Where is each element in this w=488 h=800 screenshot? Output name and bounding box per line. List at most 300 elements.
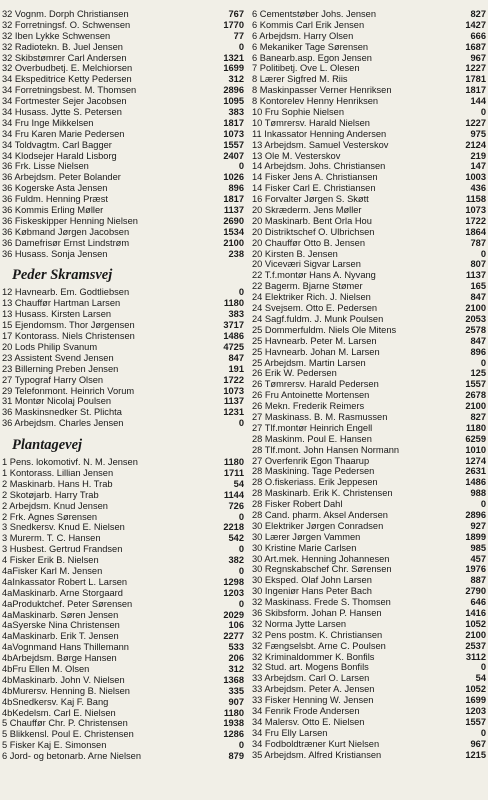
directory-entry (252, 684, 486, 695)
entry-name: 26 Erik W. Pedersen (252, 368, 337, 379)
entry-name: 4bMaskinarb. John V. Nielsen (2, 674, 125, 685)
directory-entry (2, 53, 244, 64)
entry-amount: 335 (228, 685, 244, 696)
entry-amount: 1158 (465, 194, 486, 205)
entry-name: 5 Blikkensl. Poul E. Christensen (2, 729, 134, 740)
entry-name: 24 Elektriker Rich. J. Nielsen (252, 292, 371, 303)
directory-entry (2, 407, 244, 418)
entry-name: 23 Assistent Svend Jensen (2, 352, 114, 363)
entry-name: 20 Viceværi Sigvar Larsen (252, 259, 361, 270)
entry-name: 36 Frk. Lisse Nielsen (2, 161, 89, 172)
directory-entry (252, 750, 486, 761)
entry-amount: 1699 (223, 63, 244, 74)
directory-entry (2, 642, 244, 653)
entry-amount: 967 (470, 738, 486, 749)
directory-entry (252, 118, 486, 129)
entry-amount: 2678 (465, 390, 486, 401)
directory-entry (252, 161, 486, 172)
entry-amount: 847 (228, 352, 244, 363)
entry-amount: 2100 (465, 629, 486, 640)
entry-amount: 383 (228, 107, 244, 118)
entry-amount: 1722 (465, 215, 486, 226)
entry-name: 32 Forretningsf. O. Schwensen (2, 19, 131, 30)
entry-amount: 206 (228, 653, 244, 664)
entry-amount: 2029 (223, 609, 244, 620)
directory-entry (252, 445, 486, 456)
directory-entry (2, 708, 244, 719)
entry-amount: 1137 (465, 270, 486, 281)
entry-amount: 1534 (223, 226, 244, 237)
entry-amount: 0 (480, 727, 486, 738)
entry-name: 4bMurersv. Henning B. Nielsen (2, 685, 130, 696)
entry-name: 4bArbejdsm. Børge Hansen (2, 653, 117, 664)
entry-name: 36 Husass. Sonja Jensen (2, 248, 108, 259)
entry-amount: 1899 (465, 531, 486, 542)
entry-name: 4aMaskinarb. Arne Storgaard (2, 587, 123, 598)
directory-entry (252, 368, 486, 379)
entry-amount: 1817 (465, 85, 486, 96)
directory-entry (252, 20, 486, 31)
directory-entry (252, 608, 486, 619)
directory-entry (2, 205, 244, 216)
entry-amount: 1864 (465, 226, 486, 237)
entry-amount: 767 (228, 9, 244, 19)
entry-name: 36 Købmand Jørgen Jacobsen (2, 226, 130, 237)
directory-entry (2, 468, 244, 479)
entry-name: 34 Fenrik Frode Andersen (252, 706, 360, 716)
entry-amount: 985 (470, 542, 486, 553)
entry-name: 6 Banearb.asp. Egon Jensen (252, 52, 372, 63)
entry-name: 7 Politibetj. Ove L. Olesen (252, 63, 360, 74)
entry-name: 28 Maskinm. Poul E. Hansen (252, 433, 372, 444)
directory-entry (2, 544, 244, 555)
entry-name: 5 Fisker Kaj E. Simonsen (2, 740, 107, 751)
directory-entry (2, 342, 244, 353)
directory-entry (252, 554, 486, 565)
directory-entry (252, 586, 486, 597)
entry-amount: 125 (470, 368, 486, 379)
directory-entry (252, 662, 486, 673)
entry-amount: 1976 (465, 564, 486, 575)
entry-name: 8 Maskinpasser Verner Henriksen (252, 85, 392, 96)
directory-entry (2, 512, 244, 523)
directory-entry (252, 673, 486, 684)
entry-amount: 0 (480, 499, 486, 510)
entry-name: 4aMaskinarb. Erik T. Jensen (2, 631, 119, 642)
entry-name: 30 Lærer Jørgen Vammen (252, 531, 361, 542)
entry-name: 6 Cementstøber Johs. Jensen (252, 9, 377, 19)
directory-entry (252, 466, 486, 477)
entry-name: 4bSnedkersv. Kaj F. Bang (2, 696, 109, 707)
directory-entry (2, 740, 244, 751)
directory-entry (252, 63, 486, 74)
entry-name: 6 Jord- og betonarb. Arne Nielsen (2, 751, 142, 762)
entry-name: 4bFru Ellen M. Olsen (2, 663, 90, 674)
directory-entry (252, 194, 486, 205)
directory-entry (252, 53, 486, 64)
entry-name: 25 Havnearb. Johan M. Larsen (252, 346, 380, 357)
entry-amount: 312 (228, 74, 244, 85)
entry-amount: 54 (233, 478, 244, 489)
entry-name: 1 Pens. lokomotivf. N. M. Jensen (2, 457, 138, 468)
entry-name: 13 Ole M. Vesterskov (252, 150, 341, 161)
entry-amount: 4725 (223, 341, 244, 352)
entry-amount: 2537 (465, 640, 486, 651)
entry-amount: 988 (470, 488, 486, 499)
entry-name: 26 Mekn. Frederik Reimers (252, 401, 365, 412)
entry-amount: 165 (470, 281, 486, 292)
entry-amount: 1137 (223, 396, 244, 407)
entry-name: 30 Regnskabschef Chr. Sørensen (252, 564, 392, 575)
left-column (2, 9, 244, 762)
directory-entry (2, 490, 244, 501)
entry-amount: 1770 (223, 19, 244, 30)
directory-entry (252, 379, 486, 390)
entry-amount: 887 (470, 575, 486, 586)
entry-name: 30 Ingeniør Hans Peter Bach (252, 586, 372, 597)
entry-amount: 1557 (465, 716, 486, 727)
entry-name: 3 Murerm. T. C. Hansen (2, 533, 101, 544)
entry-amount: 827 (470, 411, 486, 422)
directory-entry (2, 74, 244, 85)
entry-name: 14 Fisker Jens A. Christiansen (252, 172, 378, 183)
entry-amount: 646 (470, 597, 486, 608)
directory-entry (252, 303, 486, 314)
entry-amount: 6259 (465, 433, 486, 444)
entry-amount: 847 (470, 292, 486, 303)
entry-amount: 0 (238, 598, 244, 609)
entry-amount: 3112 (465, 651, 486, 662)
entry-name: 32 Radiotekn. B. Juel Jensen (2, 41, 123, 52)
entry-amount: 1073 (223, 385, 244, 396)
entry-amount: 238 (228, 248, 244, 259)
directory-entry (2, 375, 244, 386)
entry-name: 36 Maskinsnedker St. Plichta (2, 407, 122, 418)
entry-name: 2 Maskinarb. Hans H. Trab (2, 478, 113, 489)
entry-amount: 1095 (223, 96, 244, 107)
entry-name: 8 Lærer Sigfred M. Riis (252, 74, 348, 85)
entry-name: 27 Tlf.montør Heinrich Engell (252, 422, 373, 433)
entry-name: 36 Fiskeskipper Henning Nielsen (2, 215, 138, 226)
entry-name: 36 Kogerske Asta Jensen (2, 183, 108, 194)
entry-amount: 0 (238, 511, 244, 522)
entry-name: 36 Arbejdsm. Charles Jensen (2, 418, 124, 429)
entry-amount: 2896 (223, 85, 244, 96)
directory-entry (252, 543, 486, 554)
entry-name: 1 Kontorass. Lillian Jensen (2, 467, 114, 478)
entry-name: 14 Arbejdsm. Johs. Christiansen (252, 161, 386, 172)
entry-name: 12 Havnearb. Em. Godtliebsen (2, 287, 130, 298)
entry-name: 13 Chauffør Hartman Larsen (2, 298, 121, 309)
entry-name: 36 Arbejdsm. Peter Bolander (2, 172, 121, 183)
directory-entry (252, 325, 486, 336)
entry-name: 36 Skibsform. Johan P. Hansen (252, 607, 382, 618)
directory-entry (2, 686, 244, 697)
entry-amount: 2100 (465, 303, 486, 314)
entry-amount: 219 (470, 150, 486, 161)
entry-name: 28 Fisker Robert Dahl (252, 499, 343, 510)
entry-amount: 2631 (465, 466, 486, 477)
entry-amount: 1180 (465, 422, 486, 433)
directory-entry (252, 477, 486, 488)
entry-amount: 191 (228, 363, 244, 374)
entry-name: 28 Tlf.mont. John Hansen Normann (252, 444, 400, 455)
entry-amount: 1227 (465, 117, 486, 128)
entry-name: 34 Toldvagtm. Carl Bagger (2, 139, 112, 150)
entry-name: 34 Fru Elly Larsen (252, 727, 328, 738)
entry-amount: 0 (480, 662, 486, 673)
entry-amount: 0 (480, 357, 486, 368)
entry-amount: 1203 (223, 587, 244, 598)
entry-name: 30 Kristine Marie Carlsen (252, 542, 357, 553)
directory-entry (252, 575, 486, 586)
directory-entry (2, 353, 244, 364)
directory-entry (252, 281, 486, 292)
entry-name: 13 Husass. Kirsten Larsen (2, 309, 112, 320)
entry-amount: 827 (470, 9, 486, 19)
entry-amount: 2277 (223, 631, 244, 642)
entry-amount: 1687 (465, 41, 486, 52)
entry-name: 20 Kirsten B. Jensen (252, 248, 338, 259)
directory-entry (252, 423, 486, 434)
entry-name: 35 Arbejdsm. Alfred Kristiansen (252, 749, 382, 760)
directory-entry (2, 729, 244, 740)
entry-amount: 533 (228, 642, 244, 653)
street-heading: Plantagevej (12, 437, 83, 454)
directory-entry (2, 194, 244, 205)
entry-name: 36 Damefrisør Ernst Lindstrøm (2, 237, 130, 248)
entry-name: 26 Fru Antoinette Mortensen (252, 390, 370, 401)
directory-entry (252, 706, 486, 717)
entry-amount: 2053 (465, 313, 486, 324)
directory-entry (252, 619, 486, 630)
entry-name: 13 Arbejdsm. Samuel Vesterskov (252, 139, 389, 150)
directory-entry (252, 85, 486, 96)
directory-entry (252, 129, 486, 140)
directory-entry (2, 298, 244, 309)
entry-amount: 1010 (465, 444, 486, 455)
entry-amount: 2100 (223, 237, 244, 248)
directory-entry (252, 499, 486, 510)
entry-name: 33 Fisker Henning W. Jensen (252, 695, 374, 706)
entry-name: 6 Kommis Carl Erik Jensen (252, 19, 365, 30)
directory-entry (2, 364, 244, 375)
directory-entry (2, 653, 244, 664)
directory-entry (2, 118, 244, 129)
directory-entry (252, 9, 486, 20)
entry-amount: 436 (470, 183, 486, 194)
directory-entry (2, 386, 244, 397)
entry-name: 4aProduktchef. Peter Sørensen (2, 598, 133, 609)
entry-amount: 147 (470, 161, 486, 172)
entry-amount: 666 (470, 30, 486, 41)
entry-name: 36 Fuldm. Henning Præst (2, 194, 108, 205)
directory-entry (2, 418, 244, 429)
entry-name: 28 Cand. pharm. Aksel Andersen (252, 509, 388, 520)
entry-name: 10 Fru Sophie Nielsen (252, 107, 344, 118)
entry-name: 24 Svejsem. Otto E. Pedersen (252, 303, 378, 314)
entry-name: 30 Art.mek. Henning Johannesen (252, 553, 390, 564)
entry-name: 6 Mekaniker Tage Sørensen (252, 41, 369, 52)
entry-amount: 1817 (223, 194, 244, 205)
directory-entry (2, 107, 244, 118)
directory-entry (2, 172, 244, 183)
directory-entry (252, 140, 486, 151)
directory-entry (2, 331, 244, 342)
entry-name: 36 Kommis Erling Møller (2, 205, 104, 216)
directory-entry (2, 718, 244, 729)
directory-entry (252, 151, 486, 162)
entry-amount: 1486 (223, 331, 244, 342)
directory-entry (2, 42, 244, 53)
entry-name: 25 Arbejdsm. Martin Larsen (252, 357, 366, 368)
entry-name: 32 Stud. art. Mogens Bonfils (252, 662, 369, 673)
entry-amount: 1368 (223, 674, 244, 685)
entry-name: 14 Fisker Carl E. Christiansen (252, 183, 376, 194)
directory-entry (2, 751, 244, 762)
directory-entry (252, 227, 486, 238)
entry-name: 17 Kontorass. Niels Christensen (2, 331, 135, 342)
entry-amount: 1073 (465, 205, 486, 216)
directory-entry (252, 456, 486, 467)
entry-amount: 1416 (465, 607, 486, 618)
entry-name: 34 Ekspeditrice Ketty Pedersen (2, 74, 132, 85)
entry-amount: 896 (470, 346, 486, 357)
directory-entry (252, 336, 486, 347)
entry-name: 34 Forretningsbest. M. Thomsen (2, 85, 137, 96)
entry-name: 15 Ejendomsm. Thor Jørgensen (2, 320, 135, 331)
directory-entry (2, 183, 244, 194)
entry-name: 29 Telefonmont. Heinrich Vorum (2, 385, 135, 396)
entry-name: 10 Tømrersv. Harald Nielsen (252, 117, 370, 128)
entry-name: 32 Norma Jytte Larsen (252, 618, 347, 629)
entry-name: 2 Frk. Agnes Sørensen (2, 511, 98, 522)
directory-entry (2, 457, 244, 468)
entry-name: 32 Overbudbetj. E. Melchiorsen (2, 63, 133, 74)
directory-entry (252, 74, 486, 85)
directory-entry (2, 31, 244, 42)
entry-name: 4aFisker Karl M. Jensen (2, 565, 103, 576)
entry-name: 20 Maskinarb. Bent Orla Hou (252, 215, 372, 226)
entry-amount: 1427 (465, 19, 486, 30)
entry-amount: 907 (228, 696, 244, 707)
directory-entry (252, 532, 486, 543)
directory-entry (252, 695, 486, 706)
entry-amount: 1180 (223, 457, 244, 468)
entry-amount: 1699 (465, 695, 486, 706)
entry-amount: 1003 (465, 172, 486, 183)
entry-name: 30 Eksped. Olaf John Larsen (252, 575, 372, 586)
directory-entry (252, 412, 486, 423)
directory-entry (252, 652, 486, 663)
entry-name: 30 Elektriker Jørgen Conradsen (252, 520, 384, 531)
directory-entry (2, 238, 244, 249)
entry-name: 34 Klodsejer Harald Lisborg (2, 150, 117, 161)
entry-amount: 726 (228, 500, 244, 511)
directory-entry (252, 739, 486, 750)
directory-entry (252, 488, 486, 499)
directory-entry (252, 728, 486, 739)
directory-entry (252, 641, 486, 652)
directory-entry (2, 610, 244, 621)
directory-entry (252, 183, 486, 194)
entry-amount: 1557 (223, 139, 244, 150)
directory-entry (2, 249, 244, 260)
entry-amount: 807 (470, 259, 486, 270)
directory-entry (2, 151, 244, 162)
directory-entry (252, 205, 486, 216)
directory-entry (2, 697, 244, 708)
entry-name: 33 Arbejdsm. Carl O. Larsen (252, 673, 370, 684)
directory-entry (2, 140, 244, 151)
entry-name: 11 Inkassator Henning Andersen (252, 128, 387, 139)
entry-name: 3 Husbest. Gertrud Frandsen (2, 544, 123, 555)
entry-amount: 1557 (465, 379, 486, 390)
directory-entry (252, 259, 486, 270)
right-column (252, 9, 486, 760)
entry-name: 32 Vognm. Dorph Christiansen (2, 9, 129, 19)
entry-name: 34 Fru Karen Marie Pedersen (2, 128, 125, 139)
entry-name: 34 Fodboldtræner Kurt Nielsen (252, 738, 380, 749)
entry-name: 31 Montør Nicolaj Poulsen (2, 396, 112, 407)
entry-name: 23 Billerning Preben Jensen (2, 363, 119, 374)
entry-name: 20 Skræderm. Jens Møller (252, 205, 362, 216)
entry-name: 34 Fortmester Sejer Jacobsen (2, 96, 127, 107)
entry-amount: 2124 (465, 139, 486, 150)
entry-amount: 1052 (465, 684, 486, 695)
directory-entry (252, 31, 486, 42)
entry-name: 22 T.f.montør Hans A. Nyvang (252, 270, 376, 281)
entry-name: 22 Bagerm. Bjarne Stømer (252, 281, 363, 292)
entry-name: 32 Iben Lykke Schwensen (2, 30, 111, 41)
directory-entry (2, 320, 244, 331)
entry-name: 32 Skibstømrer Carl Andersen (2, 52, 127, 63)
entry-amount: 1286 (223, 729, 244, 740)
entry-name: 34 Fru Inge Mikkelsen (2, 117, 94, 128)
entry-name: 8 Kontorelev Henny Henriksen (252, 96, 379, 107)
directory-entry (2, 161, 244, 172)
directory-entry (2, 96, 244, 107)
entry-name: 20 Lods Philip Svanum (2, 341, 98, 352)
directory-entry (2, 287, 244, 298)
entry-amount: 2218 (223, 522, 244, 533)
directory-entry (2, 20, 244, 31)
entry-amount: 1144 (223, 489, 244, 500)
directory-entry (2, 577, 244, 588)
directory-entry (252, 717, 486, 728)
entry-amount: 0 (238, 544, 244, 555)
entry-amount: 0 (238, 161, 244, 172)
directory-entry (252, 510, 486, 521)
entry-name: 32 Pens postm. K. Christiansen (252, 629, 383, 640)
directory-entry (2, 227, 244, 238)
entry-amount: 2790 (465, 586, 486, 597)
directory-entry (252, 401, 486, 412)
directory-entry (2, 9, 244, 20)
entry-name: 32 Fængselsbt. Arne C. Poulsen (252, 640, 386, 651)
entry-name: 34 Husass. Jytte S. Petersen (2, 107, 122, 118)
directory-entry (252, 597, 486, 608)
entry-name: 5 Chauffør Chr. P. Christensen (2, 718, 128, 729)
directory-entry (2, 664, 244, 675)
entry-amount: 77 (233, 30, 244, 41)
entry-amount: 787 (470, 237, 486, 248)
entry-amount: 54 (475, 673, 486, 684)
directory-entry (252, 358, 486, 369)
entry-name: 27 Typograf Harry Olsen (2, 374, 104, 385)
directory-entry (252, 521, 486, 532)
entry-amount: 847 (470, 335, 486, 346)
